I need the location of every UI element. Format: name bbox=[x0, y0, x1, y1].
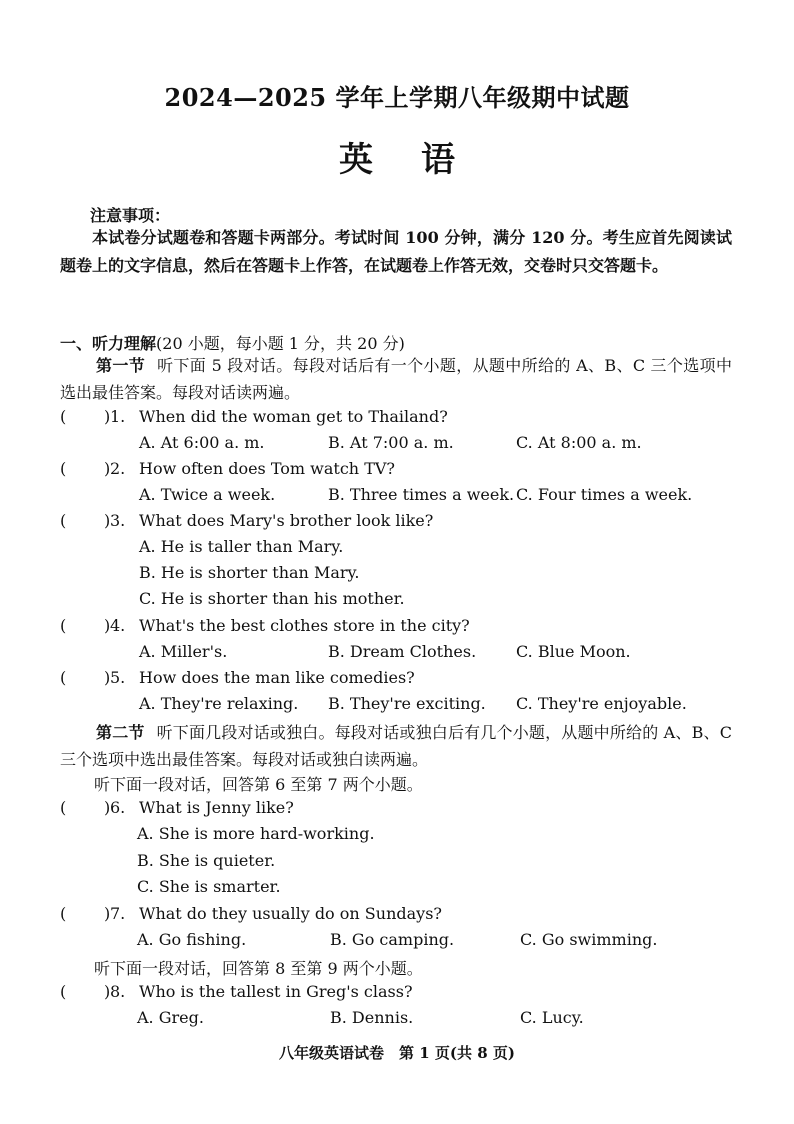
paren-open: ( bbox=[60, 616, 67, 635]
option-a[interactable]: A. At 6:00 a. m. bbox=[139, 433, 265, 452]
options-1 bbox=[0, 433, 794, 457]
options-5 bbox=[0, 694, 794, 718]
paren-close: ) bbox=[104, 459, 111, 478]
option-b[interactable]: B. They're exciting. bbox=[328, 694, 486, 713]
part1-text: 听下面 5 段对话。每段对话后有一个小题，从题中所给的 A、B、C 三个选项中选出最佳答案。每段对话读两遍。 bbox=[60, 356, 732, 402]
question-stem: How often does Tom watch TV? bbox=[139, 459, 395, 478]
option-b[interactable]: B. At 7:00 a. m. bbox=[328, 433, 454, 452]
part2-label: 第二节 bbox=[96, 723, 145, 742]
option-a[interactable]: A. Greg. bbox=[137, 1008, 204, 1027]
options-6-c bbox=[0, 877, 794, 901]
listen-note-6-7: 听下面一段对话，回答第 6 至第 7 两个小题。 bbox=[94, 775, 423, 794]
question-stem: When did the woman get to Thailand? bbox=[139, 407, 448, 426]
options-3-b bbox=[0, 563, 794, 587]
option-b[interactable]: B. Go camping. bbox=[330, 930, 455, 949]
paren-open: ( bbox=[60, 668, 67, 687]
paren-open: ( bbox=[60, 511, 67, 530]
option-a[interactable]: A. He is taller than Mary. bbox=[139, 537, 344, 556]
part1-label: 第一节 bbox=[96, 356, 146, 375]
options-3-a bbox=[0, 537, 794, 561]
question-number: 8. bbox=[110, 982, 126, 1001]
option-a[interactable]: A. Twice a week. bbox=[139, 485, 276, 504]
options-3-c bbox=[0, 589, 794, 613]
question-8 bbox=[60, 982, 740, 1006]
question-1 bbox=[60, 407, 740, 431]
question-stem: Who is the tallest in Greg's class? bbox=[139, 982, 413, 1001]
question-6 bbox=[60, 798, 740, 822]
part1-instruction bbox=[60, 352, 732, 406]
notes-body: 本试卷分试题卷和答题卡两部分。考试时间 100 分钟，满分 120 分。考生应首先阅读试题卷上的文字信息，然后在答题卡上作答，在试题卷上作答无效，交卷时只交答题卡。 bbox=[60, 228, 732, 275]
question-4 bbox=[60, 616, 740, 640]
option-c[interactable]: C. Four times a week. bbox=[516, 485, 693, 504]
option-c[interactable]: C. Blue Moon. bbox=[516, 642, 631, 661]
question-number: 3. bbox=[110, 511, 126, 530]
paren-close: ) bbox=[104, 668, 111, 687]
question-3 bbox=[60, 511, 740, 535]
options-7 bbox=[0, 930, 794, 954]
question-5 bbox=[60, 668, 740, 692]
question-stem: What does Mary's brother look like? bbox=[139, 511, 434, 530]
question-number: 4. bbox=[110, 616, 126, 635]
question-number: 2. bbox=[110, 459, 126, 478]
options-6-b bbox=[0, 851, 794, 875]
option-a[interactable]: A. Miller's. bbox=[139, 642, 228, 661]
page-footer: 八年级英语试卷 第 1 页(共 8 页) bbox=[279, 1044, 515, 1062]
paren-close: ) bbox=[104, 798, 111, 817]
exam-title: 2024—2025 学年上学期八年级期中试题 bbox=[164, 83, 630, 112]
paren-close: ) bbox=[104, 616, 111, 635]
paren-close: ) bbox=[104, 511, 111, 530]
question-number: 6. bbox=[110, 798, 126, 817]
option-a[interactable]: A. She is more hard-working. bbox=[137, 824, 375, 843]
part2-text: 听下面几段对话或独白。每段对话或独白后有几个小题，从题中所给的 A、B、C 三个选项中选出最佳答案。每段对话或独白读两遍。 bbox=[60, 723, 732, 769]
options-2 bbox=[0, 485, 794, 509]
listen-note-8-9: 听下面一段对话，回答第 8 至第 9 两个小题。 bbox=[94, 959, 423, 978]
paren-close: ) bbox=[104, 407, 111, 426]
paren-open: ( bbox=[60, 904, 67, 923]
paren-open: ( bbox=[60, 459, 67, 478]
paren-close: ) bbox=[104, 904, 111, 923]
option-b[interactable]: B. Dream Clothes. bbox=[328, 642, 477, 661]
option-c[interactable]: C. Go swimming. bbox=[520, 930, 658, 949]
question-number: 7. bbox=[110, 904, 126, 923]
question-stem: How does the man like comedies? bbox=[139, 668, 415, 687]
option-a[interactable]: A. Go fishing. bbox=[137, 930, 247, 949]
option-a[interactable]: A. They're relaxing. bbox=[139, 694, 299, 713]
options-8 bbox=[0, 1008, 794, 1032]
option-b[interactable]: B. He is shorter than Mary. bbox=[139, 563, 360, 582]
section-score-note: (20 小题，每小题 1 分，共 20 分) bbox=[156, 334, 405, 353]
option-c[interactable]: C. She is smarter. bbox=[137, 877, 281, 896]
question-2 bbox=[60, 459, 740, 483]
question-number: 1. bbox=[110, 407, 126, 426]
question-number: 5. bbox=[110, 668, 126, 687]
option-c[interactable]: C. They're enjoyable. bbox=[516, 694, 687, 713]
paren-open: ( bbox=[60, 798, 67, 817]
section-heading bbox=[60, 331, 405, 354]
options-6-a bbox=[0, 824, 794, 848]
paren-open: ( bbox=[60, 407, 67, 426]
question-7 bbox=[60, 904, 740, 928]
option-b[interactable]: B. Dennis. bbox=[330, 1008, 414, 1027]
option-b[interactable]: B. She is quieter. bbox=[137, 851, 276, 870]
option-c[interactable]: C. At 8:00 a. m. bbox=[516, 433, 642, 452]
section-title: 一、听力理解 bbox=[60, 334, 157, 353]
part2-instruction bbox=[60, 719, 732, 773]
option-b[interactable]: B. Three times a week. bbox=[328, 485, 515, 504]
options-4 bbox=[0, 642, 794, 666]
option-c[interactable]: C. He is shorter than his mother. bbox=[139, 589, 405, 608]
subject-title: 英语 bbox=[339, 140, 503, 180]
question-stem: What do they usually do on Sundays? bbox=[139, 904, 442, 923]
paren-close: ) bbox=[104, 982, 111, 1001]
paren-open: ( bbox=[60, 982, 67, 1001]
question-stem: What's the best clothes store in the city? bbox=[139, 616, 470, 635]
notes-heading: 注意事项： bbox=[90, 206, 171, 225]
question-stem: What is Jenny like? bbox=[139, 798, 294, 817]
option-c[interactable]: C. Lucy. bbox=[520, 1008, 584, 1027]
